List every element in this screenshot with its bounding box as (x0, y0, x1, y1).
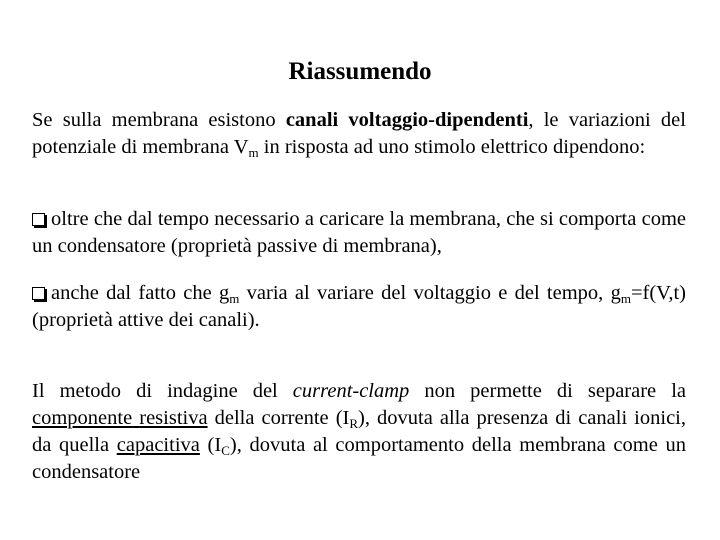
paragraph-current-clamp (32, 378, 686, 486)
subscript: m (620, 291, 631, 306)
text: ), dovuta al comportamento della membrana come un condensatore (32, 434, 686, 483)
text: varia al variare del voltaggio e del tempo, g (239, 282, 621, 304)
text: (I (199, 434, 222, 456)
bullet-item-passive (32, 206, 686, 260)
text: Se sulla membrana esistono (32, 109, 286, 131)
text: Il metodo di indagine del (32, 380, 293, 402)
underlined-term: resistiva (139, 407, 208, 429)
subscript: R (349, 416, 359, 431)
checkbox-bullet-icon (32, 213, 45, 226)
bullet-item-active (32, 280, 686, 334)
underlined-term: capacitiva (116, 434, 200, 456)
italic-term: current-clamp (292, 380, 410, 402)
text: anche dal fatto che g (51, 282, 230, 304)
checkbox-bullet-icon (32, 287, 45, 300)
text: in risposta ad uno stimolo elettrico dipendono: (258, 136, 646, 158)
bold-term: canali voltaggio-dipendenti (285, 109, 529, 131)
text: , le variazioni del potenziale di membrana V (32, 109, 686, 158)
underlined-term: componente (32, 407, 133, 429)
text: non permette di separare la (409, 380, 686, 402)
subscript: m (248, 145, 259, 160)
text: =f(V,t) (proprietà attive dei canali). (32, 282, 686, 331)
paragraph-intro (32, 107, 686, 161)
subscript: C (221, 443, 230, 458)
subscript: m (229, 291, 240, 306)
text: ), dovuta alla presenza di canali ionici, da quella (32, 407, 686, 456)
slide-title-text: Riassumendo (288, 58, 432, 85)
text: della corrente (I (207, 407, 350, 429)
text: oltre che dal tempo necessario a caricare la membrana, che si comporta come un condensatore (proprietà passive di membrana), (32, 208, 686, 257)
slide-title (0, 58, 720, 86)
